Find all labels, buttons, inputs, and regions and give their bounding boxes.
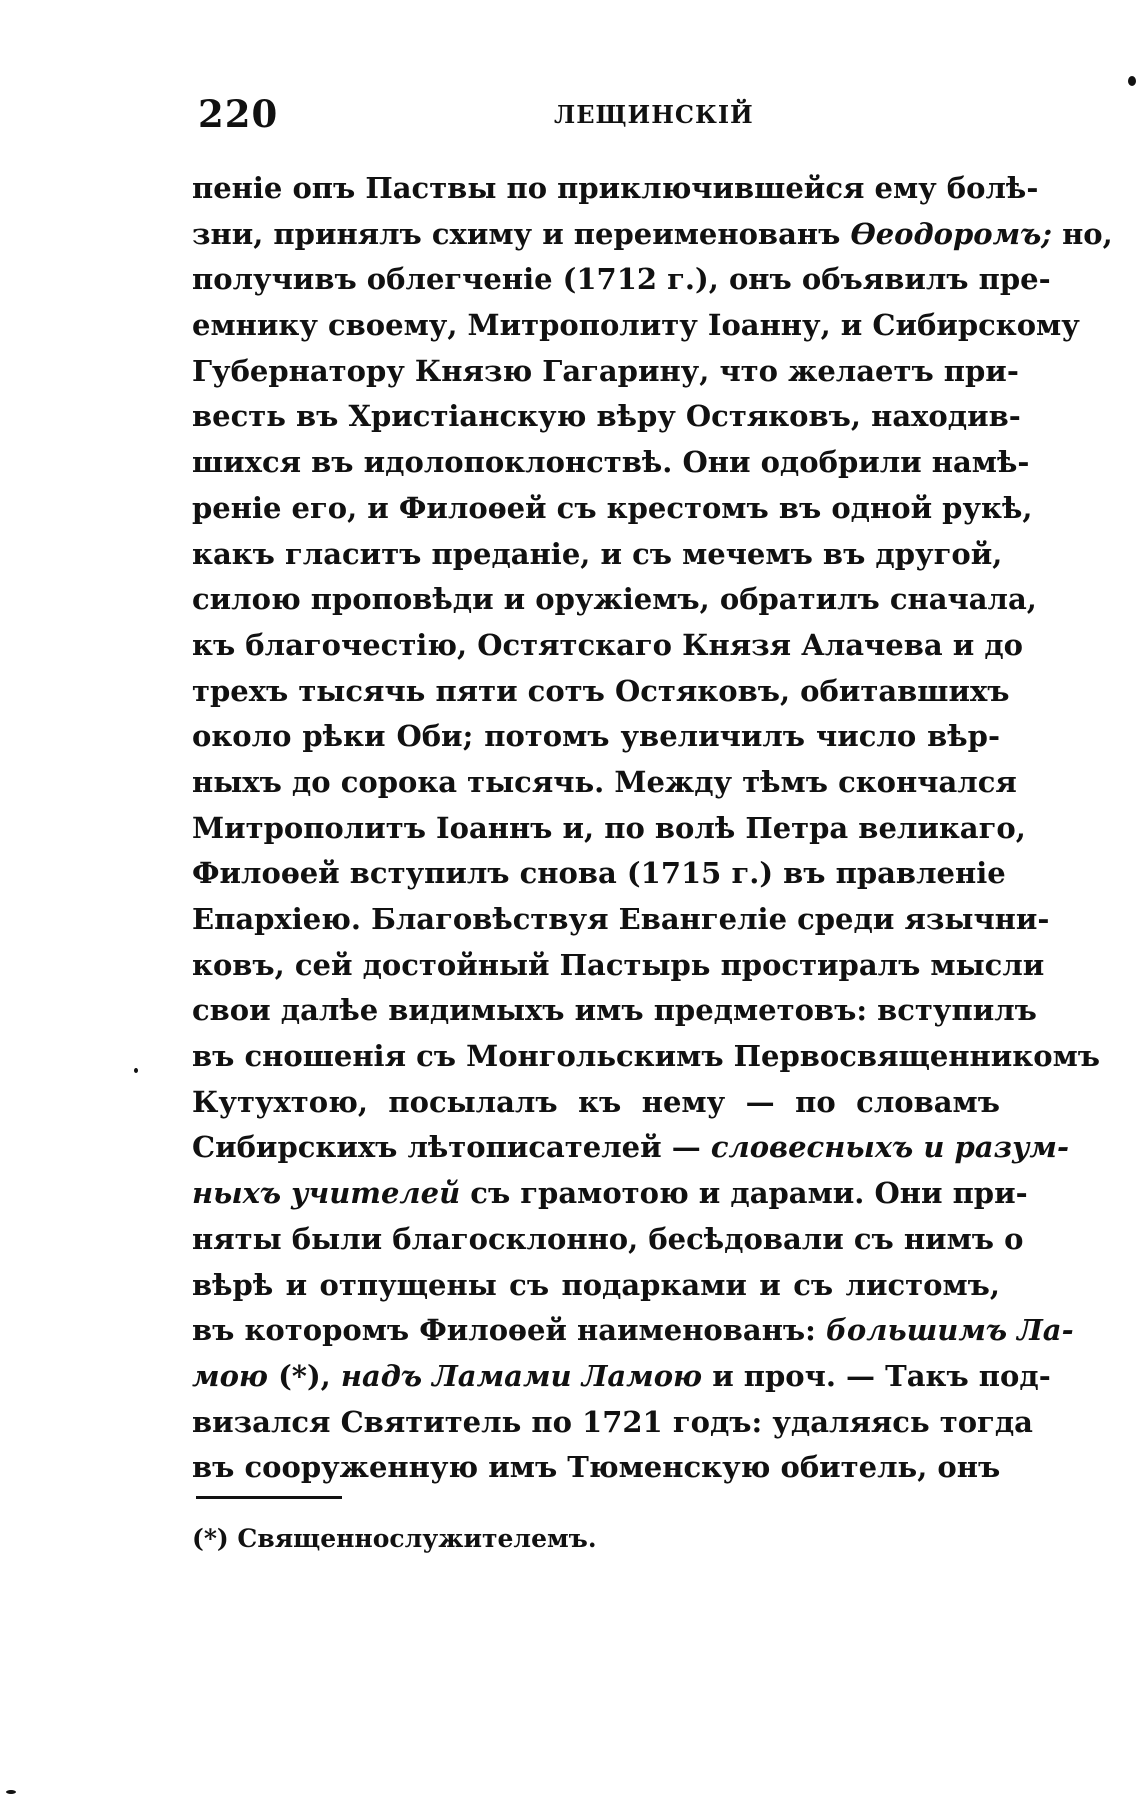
text-line	[192, 623, 1024, 669]
text-segment: съ грамотою и дарами. Они при-	[460, 1176, 1028, 1211]
text-segment: пеніе опъ Паствы по приключившейся ему болѣ-	[192, 171, 1039, 205]
text-line	[192, 988, 1037, 1034]
text-line	[192, 303, 1080, 349]
text-segment: вѣрѣ и отпущены съ подарками и съ листомъ,	[192, 1267, 1000, 1302]
text-segment: въ сношенія съ Монгольскимъ Первосвященникомъ	[192, 1039, 1101, 1074]
text-segment: емнику своему, Митрополиту Іоанну, и Сибирскому	[192, 308, 1080, 343]
text-segment: Сибирскихъ лѣтописателей —	[192, 1130, 711, 1165]
text-segment: шихся въ идолопоклонствѣ. Они одобрили намѣ-	[192, 445, 1030, 480]
body-text	[192, 166, 1113, 1491]
text-segment: получивъ облегченіе (1712 г.), онъ объявилъ пре-	[192, 262, 1051, 297]
text-line	[192, 257, 1051, 303]
text-line	[192, 760, 1017, 806]
text-segment: Епархіею. Благовѣствуя Евангеліе среди язычни-	[192, 902, 1050, 936]
text-line	[192, 1354, 1051, 1400]
text-segment: Митрополитъ Іоаннъ и, по волѣ Петра великаго,	[192, 810, 1026, 845]
footnote-rule	[196, 1496, 342, 1499]
text-line	[192, 669, 1010, 715]
text-segment: реніе его, и Филоѳей съ крестомъ въ одной рукѣ,	[192, 490, 1033, 525]
text-line	[192, 486, 1033, 532]
italic-text-segment: большимъ Ла-	[825, 1313, 1074, 1348]
text-segment: и проч. — Такъ под-	[702, 1358, 1051, 1393]
text-segment: няты были благосклонно, бесѣдовали съ нимъ о	[192, 1221, 1024, 1256]
text-segment: Кутухтою, посылалъ къ нему — по словамъ	[192, 1084, 1000, 1119]
text-line	[192, 1308, 1074, 1354]
italic-text-segment: мою	[192, 1358, 268, 1393]
italic-text-segment: ныхъ учителей	[192, 1176, 461, 1211]
italic-text-segment: надъ Ламами Ламою	[340, 1358, 703, 1393]
text-segment: къ благочестію, Остятскаго Князя Алачева и до	[192, 627, 1024, 662]
text-segment: Губернатору Князю Гагарину, что желаетъ при-	[192, 353, 1019, 388]
text-segment: свои далѣе видимыхъ имъ предметовъ: вступилъ	[192, 993, 1037, 1028]
text-segment: ковъ, сей достойный Пастырь простиралъ мысли	[192, 947, 1045, 982]
text-line	[192, 1217, 1024, 1263]
text-line	[192, 851, 1006, 897]
page-number: 220	[198, 92, 279, 136]
footnote: (*) Священнослужителемъ.	[192, 1524, 597, 1553]
text-line	[192, 532, 1003, 578]
text-line	[192, 714, 1000, 760]
text-line	[192, 806, 1026, 852]
text-line	[192, 1445, 1000, 1491]
text-line	[192, 349, 1019, 395]
text-segment: но,	[1051, 216, 1113, 251]
text-line	[192, 577, 1037, 623]
scan-speck	[6, 1790, 16, 1794]
text-segment: трехъ тысячь пяти сотъ Остяковъ, обитавшихъ	[192, 673, 1010, 708]
text-segment: зни, принялъ схиму и переименованъ	[192, 216, 851, 251]
text-line	[192, 394, 1021, 440]
text-line	[192, 212, 1113, 258]
page-header	[192, 92, 1000, 140]
text-line	[192, 943, 1045, 989]
text-line	[192, 1034, 1101, 1080]
text-line	[192, 1263, 1000, 1309]
scan-speck	[1128, 76, 1136, 86]
scan-speck	[134, 1068, 138, 1073]
text-line	[192, 1125, 1070, 1171]
text-segment: (*),	[267, 1358, 341, 1393]
italic-text-segment: Ѳеодоромъ;	[850, 216, 1052, 251]
text-segment: Филоѳей вступилъ снова (1715 г.) въ правленіе	[192, 856, 1006, 891]
text-segment: какъ гласитъ преданіе, и съ мечемъ въ другой,	[192, 536, 1003, 571]
text-line	[192, 1171, 1028, 1217]
text-line	[192, 440, 1030, 486]
text-line	[192, 1080, 1000, 1126]
text-segment: въ сооруженную имъ Тюменскую обитель, онъ	[192, 1450, 1001, 1485]
text-segment: весть въ Христіанскую вѣру Остяковъ, находив-	[192, 399, 1021, 434]
text-line	[192, 166, 1039, 212]
text-segment: силою проповѣди и оружіемъ, обратилъ сначала,	[192, 582, 1037, 617]
text-line	[192, 1400, 1033, 1446]
text-segment: около рѣки Оби; потомъ увеличилъ число вѣр-	[192, 719, 1000, 754]
text-segment: въ которомъ Филоѳей наименованъ:	[192, 1313, 826, 1348]
text-segment: визался Святитель по 1721 годъ: удаляясь тогда	[192, 1404, 1033, 1439]
italic-text-segment: словесныхъ и разум-	[710, 1130, 1070, 1165]
text-line	[192, 897, 1050, 943]
running-head: ЛЕЩИНСКІЙ	[554, 100, 754, 129]
text-segment: ныхъ до сорока тысячь. Между тѣмъ скончался	[192, 764, 1017, 799]
